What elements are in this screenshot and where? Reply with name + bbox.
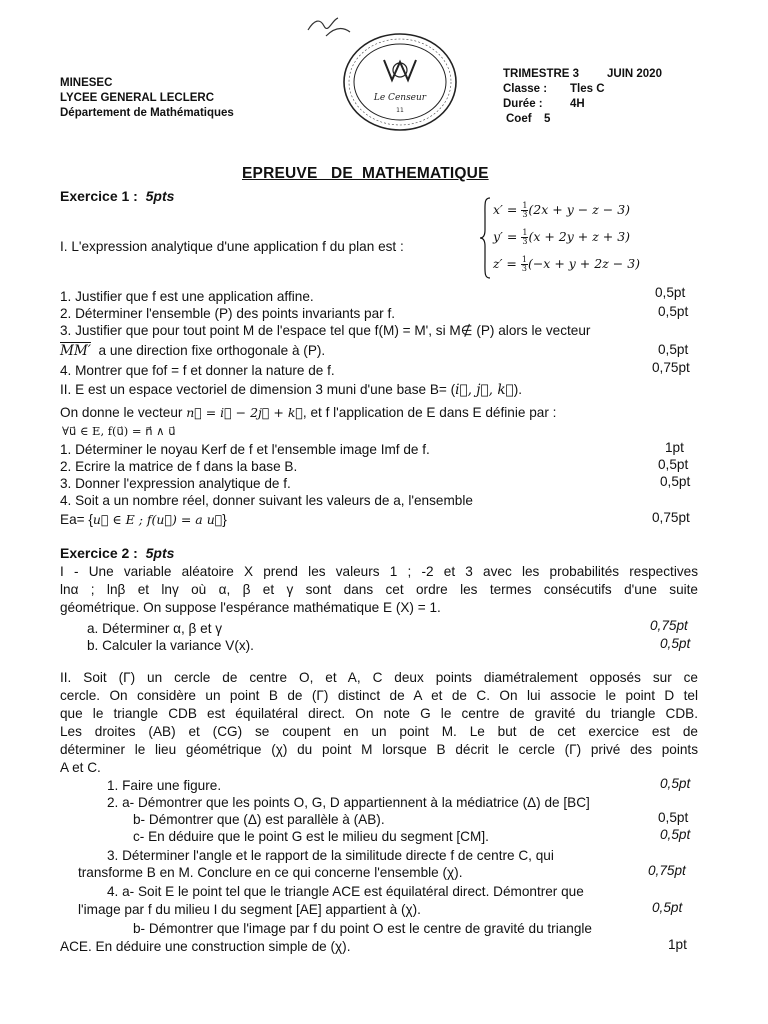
ex2-part2-line5: déterminer le lieu géométrique (χ) du point M lorsque B décrit le cercle (Γ) privé des points: [60, 742, 698, 757]
ex1-p2-points: 0,5pt: [658, 457, 689, 472]
ex1-q2: 2. Déterminer l'ensemble (P) des points invariants par f.: [60, 306, 396, 321]
ex1-q1: 1. Justifier que f est une application affine.: [60, 289, 314, 304]
ex1-p4: 4. Soit a un nombre réel, donner suivant les valeurs de a, l'ensemble: [60, 493, 473, 508]
exercise-2-heading: Exercice 2 : 5pts: [60, 545, 175, 561]
department-name: Département de Mathématiques: [60, 107, 234, 119]
duration-value: 4H: [570, 98, 585, 110]
ex2-q4a-line2: l'image par f du milieu I du segment [AE] appartient à (χ).: [78, 902, 421, 917]
ex2-part1-line1: I - Une variable aléatoire X prend les valeurs 1 ; -2 et 3 avec les probabilités respectives: [60, 564, 698, 579]
duration-label: Durée :: [503, 98, 543, 110]
ex1-p2: 2. Ecrire la matrice de f dans la base B.: [60, 459, 298, 474]
exercise-1-heading: Exercice 1 : 5pts: [60, 188, 175, 204]
ex2-q2b-points: 0,5pt: [658, 810, 689, 825]
ex1-p1-points: 1pt: [665, 440, 684, 455]
ex1-p3: 3. Donner l'expression analytique de f.: [60, 476, 291, 491]
ex2-q4b-points: 1pt: [668, 937, 687, 952]
ex2-q3-line1: 3. Déterminer l'angle et le rapport de la similitude directe f de centre C, qui: [107, 848, 554, 863]
ex2-q4b-line1: b- Démontrer que l'image par f du point O est le centre de gravité du triangle: [133, 921, 592, 936]
class-label: Classe :: [503, 83, 548, 95]
ex2-part2-line2: cercle. On considère un point B de (Γ) distinct de A et de C. On lui associe le point D tel: [60, 688, 698, 703]
ex2-Ib-points: 0,5pt: [660, 636, 691, 651]
ex2-part2-line3: que le triangle CDB est équilatéral direct. On note G le centre de gravité du triangle CDB.: [60, 706, 698, 721]
ex2-part2-line1: II. Soit (Γ) un cercle de centre O, et A, C deux points diamétralement opposés sur ce: [60, 670, 698, 685]
ex1-q2-points: 0,5pt: [658, 304, 689, 319]
ex2-q2c-points: 0,5pt: [660, 827, 691, 842]
ex1-p4-set: Ea= {u⃗ ∈ E ; f(u⃗) = a u⃗}: [60, 512, 227, 527]
equation-system: [479, 196, 679, 280]
ex2-q2a: 2. a- Démontrer que les points O, G, D appartiennent à la médiatrice (Δ) de [BC]: [107, 795, 590, 810]
ex1-q3-points: 0,5pt: [658, 342, 689, 357]
equation-y: y′ = $\frac{1}{3}$ (x + 2y + z + 3): [493, 228, 631, 246]
equation-z: z′ = $\frac{1}{3}$ (−x + y + 2z − 3): [493, 255, 641, 273]
ex1-p1: 1. Déterminer le noyau Kerf de f et l'ensemble image Imf de f.: [60, 442, 430, 457]
svg-text:11: 11: [396, 107, 404, 114]
ex2-Ib: b. Calculer la variance V(x).: [87, 638, 254, 653]
coef-label: Coef: [506, 113, 532, 125]
trimester: TRIMESTRE 3: [503, 68, 580, 80]
ex2-part2-line4: Les droites (AB) et (CG) se coupent en un point M. Le but de cet exercice est de: [60, 724, 698, 739]
ex2-q2c: c- En déduire que le point G est le milieu du segment [CM].: [133, 829, 489, 844]
ex2-q3-line2: transforme B en M. Conclure en ce qui concerne l'ensemble (χ).: [78, 865, 463, 880]
ex1-f-definition: ∀u⃗ ∈ E, f(u⃗) = n⃗ ∧ u⃗: [62, 424, 176, 438]
ex2-Ia-points: 0,75pt: [650, 618, 688, 633]
ministry-name: MINESEC: [60, 77, 113, 89]
ex1-p4-points: 0,75pt: [652, 510, 690, 525]
ex2-Ia: a. Déterminer α, β et γ: [87, 621, 223, 636]
header-left: [60, 76, 234, 121]
equation-x: x′ = $\frac{1}{3}$ (2x + y − z − 3): [493, 201, 631, 219]
ex2-q4a-points: 0,5pt: [652, 900, 683, 915]
ex1-q3-cont: MM′ a une direction fixe orthogonale à (P).: [60, 343, 326, 359]
ex1-q1-points: 0,5pt: [655, 285, 686, 300]
class-value: Tles C: [570, 83, 605, 95]
ex2-q3-points: 0,75pt: [648, 863, 686, 878]
ex2-q4b-line2: ACE. En déduire une construction simple de (χ).: [60, 939, 351, 954]
ex2-q4a-line1: 4. a- Soit E le point tel que le triangle ACE est équilatéral direct. Démontrer que: [107, 884, 584, 899]
ex2-part1-line3: géométrique. On suppose l'espérance mathématique E (X) = 1.: [60, 600, 441, 615]
ex2-q2b: b- Démontrer que (Δ) est parallèle à (AB).: [133, 812, 385, 827]
header-right: [503, 67, 662, 127]
ex2-q1: 1. Faire une figure.: [107, 778, 222, 793]
ex2-part1-line2: lnα ; lnβ et lnγ où α, β et γ sont dans cet ordre les termes consécutifs d'une suite: [60, 582, 698, 597]
official-stamp: [340, 30, 460, 134]
school-name: LYCEE GENERAL LECLERC: [60, 92, 214, 104]
ex1-intro: I. L'expression analytique d'une application f du plan est :: [60, 239, 404, 254]
ex1-vector-def: On donne le vecteur n⃗ = i⃗ − 2j⃗ + k⃗, et f l'application de E dans E définie par :: [60, 405, 557, 420]
ex1-q4: 4. Montrer que fof = f et donner la nature de f.: [60, 363, 335, 378]
exam-date: JUIN 2020: [607, 68, 662, 80]
ex2-part2-line6: A et C.: [60, 760, 101, 775]
ex1-q4-points: 0,75pt: [652, 360, 690, 375]
stamp-text: Le Censeur: [373, 93, 427, 103]
ex1-p3-points: 0,5pt: [660, 474, 691, 489]
coef-value: 5: [544, 113, 551, 125]
ex2-q1-points: 0,5pt: [660, 776, 691, 791]
page-title: EPREUVE DE MATHEMATIQUE: [242, 165, 489, 182]
ex1-q3: 3. Justifier que pour tout point M de l'espace tel que f(M) = M', si M∉ (P) alors le vecteur: [60, 323, 591, 338]
ex1-part2-intro: II. E est un espace vectoriel de dimension 3 muni d'une base B= (i⃗, j⃗, k⃗).: [60, 382, 523, 398]
